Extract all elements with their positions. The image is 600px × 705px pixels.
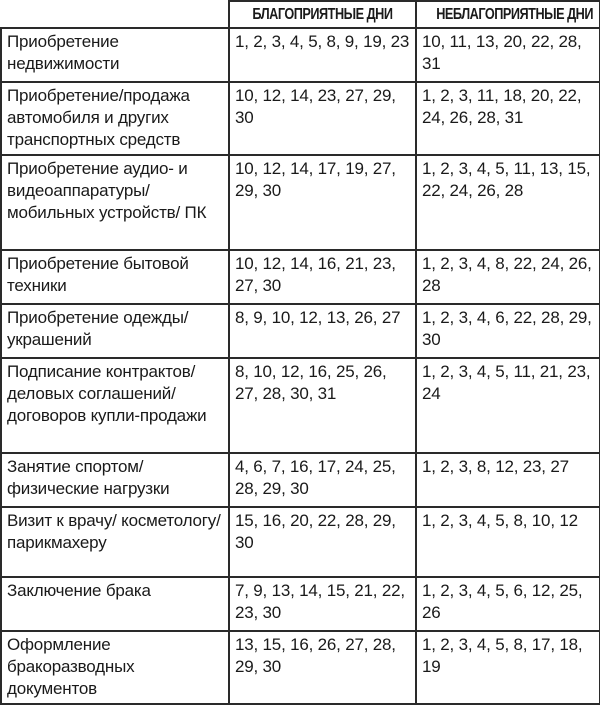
unfavorable-days-cell: 1, 2, 3, 4, 5, 11, 13, 15, 22, 24, 26, 28 bbox=[416, 155, 600, 250]
activity-cell: Приобретение недвижимости bbox=[1, 28, 229, 82]
activity-cell: Приобретение аудио- и видеоаппаратуры/ мобильных устройств/ ПК bbox=[1, 155, 229, 250]
table-row bbox=[1, 82, 600, 155]
activity-cell: Приобретение/продажа автомобиля и других транспортных средств bbox=[1, 82, 229, 155]
unfavorable-days-cell: 1, 2, 3, 4, 8, 22, 24, 26, 28 bbox=[416, 250, 600, 304]
unfavorable-days-cell: 10, 11, 13, 20, 22, 28, 31 bbox=[416, 28, 600, 82]
favorable-days-cell: 10, 12, 14, 23, 27, 29, 30 bbox=[229, 82, 416, 155]
table-row bbox=[1, 453, 600, 507]
table-row bbox=[1, 155, 600, 250]
table-row bbox=[1, 631, 600, 704]
table-row bbox=[1, 577, 600, 631]
activity-cell: Занятие спортом/ физические нагрузки bbox=[1, 453, 229, 507]
table-row bbox=[1, 507, 600, 577]
activity-cell: Подписание контрактов/ деловых соглашений/ договоров купли-продажи bbox=[1, 358, 229, 453]
table-row bbox=[1, 250, 600, 304]
favorable-days-cell: 8, 10, 12, 16, 25, 26, 27, 28, 30, 31 bbox=[229, 358, 416, 453]
header-unfavorable-label: НЕБЛАГОПРИЯТНЫЕ ДНИ bbox=[436, 6, 594, 23]
table-row bbox=[1, 28, 600, 82]
favorable-days-cell: 15, 16, 20, 22, 28, 29, 30 bbox=[229, 507, 416, 577]
favorable-days-cell: 1, 2, 3, 4, 5, 8, 9, 19, 23 bbox=[229, 28, 416, 82]
unfavorable-days-cell: 1, 2, 3, 4, 5, 11, 21, 23, 24 bbox=[416, 358, 600, 453]
activity-cell: Визит к врачу/ косметологу/ парикмахеру bbox=[1, 507, 229, 577]
table-row bbox=[1, 358, 600, 453]
unfavorable-days-cell: 1, 2, 3, 4, 5, 8, 10, 12 bbox=[416, 507, 600, 577]
table-row bbox=[1, 304, 600, 358]
activity-cell: Приобретение бытовой техники bbox=[1, 250, 229, 304]
unfavorable-days-cell: 1, 2, 3, 8, 12, 23, 27 bbox=[416, 453, 600, 507]
header-activity bbox=[1, 1, 229, 28]
favorable-days-cell: 10, 12, 14, 16, 21, 23, 27, 30 bbox=[229, 250, 416, 304]
favorable-days-cell: 10, 12, 14, 17, 19, 27, 29, 30 bbox=[229, 155, 416, 250]
favorable-days-cell: 8, 9, 10, 12, 13, 26, 27 bbox=[229, 304, 416, 358]
unfavorable-days-cell: 1, 2, 3, 4, 6, 22, 28, 29, 30 bbox=[416, 304, 600, 358]
activity-cell: Оформление бракоразводных документов bbox=[1, 631, 229, 704]
unfavorable-days-cell: 1, 2, 3, 4, 5, 8, 17, 18, 19 bbox=[416, 631, 600, 704]
unfavorable-days-cell: 1, 2, 3, 11, 18, 20, 22, 24, 26, 28, 31 bbox=[416, 82, 600, 155]
favorable-days-cell: 13, 15, 16, 26, 27, 28, 29, 30 bbox=[229, 631, 416, 704]
header-unfavorable bbox=[416, 1, 600, 28]
activity-cell: Приобретение одежды/ украшений bbox=[1, 304, 229, 358]
header-favorable bbox=[229, 1, 416, 28]
activity-cell: Заключение брака bbox=[1, 577, 229, 631]
header-favorable-label: БЛАГОПРИЯТНЫЕ ДНИ bbox=[252, 6, 393, 23]
unfavorable-days-cell: 1, 2, 3, 4, 5, 6, 12, 25, 26 bbox=[416, 577, 600, 631]
header-row bbox=[1, 1, 600, 28]
favorable-days-cell: 4, 6, 7, 16, 17, 24, 25, 28, 29, 30 bbox=[229, 453, 416, 507]
favorable-days-cell: 7, 9, 13, 14, 15, 21, 22, 23, 30 bbox=[229, 577, 416, 631]
